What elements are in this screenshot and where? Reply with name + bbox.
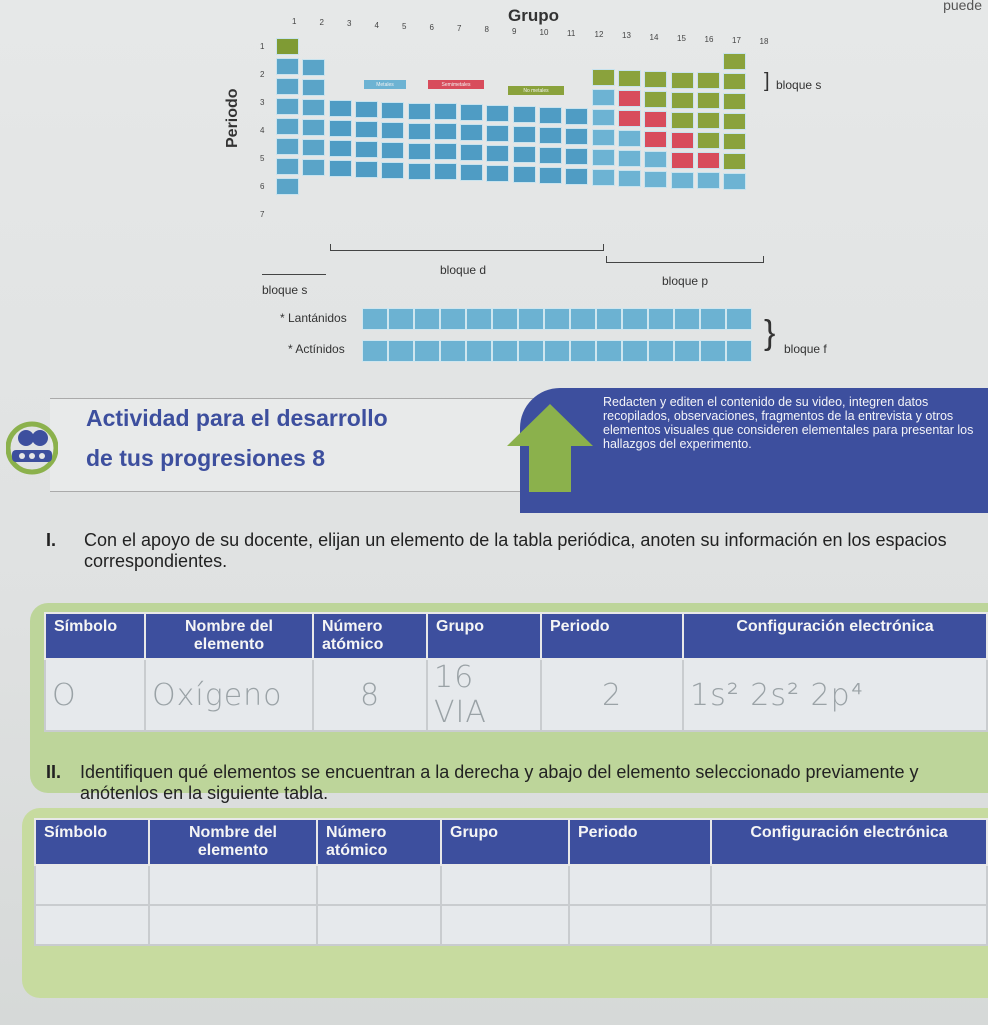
bloque-d-brace	[330, 244, 604, 251]
table2-cell[interactable]	[441, 905, 569, 945]
element-cell	[592, 149, 615, 166]
label-bloque-d: bloque d	[440, 263, 487, 277]
table1-cell-periodo[interactable]: 2	[541, 659, 683, 731]
element-cell	[648, 308, 674, 330]
element-cell	[276, 98, 299, 115]
question1-number: I.	[46, 530, 57, 550]
element-cell	[492, 340, 518, 362]
table1-header-nombre: Nombre del elemento	[145, 613, 313, 659]
element-cell	[381, 162, 404, 179]
element-cell	[486, 125, 509, 142]
element-cell	[460, 164, 483, 181]
element-cell	[618, 150, 641, 167]
table2-cell[interactable]	[35, 905, 149, 945]
element-cell	[355, 161, 378, 178]
element-cell	[592, 109, 615, 126]
label-lanthanides: * Lantánidos	[280, 311, 347, 325]
element-cell	[440, 308, 466, 330]
group-number: 7	[457, 24, 462, 34]
table2-cell[interactable]	[317, 905, 441, 945]
element-cell	[622, 340, 648, 362]
table2-header-grupo: Grupo	[441, 819, 569, 865]
element-cell	[592, 129, 615, 146]
element-cell	[486, 105, 509, 122]
table1	[44, 612, 988, 732]
element-cell	[644, 151, 667, 168]
element-cell	[671, 152, 694, 169]
group-number: 17	[732, 36, 741, 46]
element-cell	[723, 133, 746, 150]
activity-instructions: Redacten y editen el contenido de su video, integren datos recopilados, observaciones, fragmentos de la entrevista y otros elementos visuales que consideren elementales para presentar los hallazgos del experimento.	[603, 395, 974, 451]
element-cell	[414, 340, 440, 362]
period-number: 7	[260, 210, 265, 219]
actinides-row	[362, 340, 752, 362]
element-cell	[592, 69, 615, 86]
arrow-up-icon	[505, 402, 595, 494]
element-cell	[408, 123, 431, 140]
element-cell	[414, 308, 440, 330]
bracket-s: ]	[764, 70, 770, 92]
table2-header-configuracion: Configuración electrónica	[711, 819, 987, 865]
question1-text: Con el apoyo de su docente, elijan un elemento de la tabla periódica, anoten su información en los espacios correspondientes.	[84, 530, 947, 571]
element-cell	[644, 71, 667, 88]
element-cell	[460, 144, 483, 161]
table1-header-numero: Número atómico	[313, 613, 427, 659]
element-cell	[276, 178, 299, 195]
element-cell	[381, 122, 404, 139]
group-number: 3	[347, 19, 352, 29]
element-cell	[700, 308, 726, 330]
group-number: 14	[649, 32, 659, 42]
element-cell	[644, 171, 667, 188]
label-bloque-f: bloque f	[784, 342, 827, 356]
element-cell	[302, 159, 325, 176]
label-bloque-s-left: bloque s	[262, 283, 308, 297]
bracket-f: }	[764, 314, 776, 352]
element-cell	[518, 308, 544, 330]
element-cell	[381, 142, 404, 159]
element-cell	[565, 108, 588, 125]
element-cell	[302, 79, 325, 96]
lanthanides-row	[362, 308, 752, 330]
table2	[34, 818, 988, 946]
element-cell	[544, 340, 570, 362]
period-number: 5	[260, 154, 265, 163]
periodic-table-title: Grupo	[508, 6, 559, 25]
label-bloque-p: bloque p	[662, 274, 709, 288]
label-bloque-s-right: bloque s	[776, 78, 822, 92]
element-cell	[434, 143, 457, 160]
element-cell	[726, 340, 752, 362]
element-cell	[697, 112, 720, 129]
element-cell	[565, 148, 588, 165]
table2-header-row	[35, 819, 987, 865]
element-cell	[723, 73, 746, 90]
period-number: 1	[260, 42, 265, 51]
element-cell	[723, 153, 746, 170]
element-cell	[644, 131, 667, 148]
table2-cell[interactable]	[149, 905, 317, 945]
element-cell	[408, 103, 431, 120]
legend-semimetals: Semimetales	[428, 80, 484, 89]
table1-cell-numero[interactable]: 8	[313, 659, 427, 731]
period-number: 3	[260, 98, 265, 107]
group-number: 8	[484, 25, 489, 35]
group-number: 16	[704, 35, 714, 44]
table1-header-simbolo: Símbolo	[45, 613, 145, 659]
element-cell	[644, 111, 667, 128]
element-cell	[697, 172, 720, 189]
element-cell	[329, 120, 352, 137]
group-number: 9	[512, 26, 517, 36]
element-cell	[671, 112, 694, 129]
element-cell	[671, 72, 694, 89]
element-cell	[570, 308, 596, 330]
table-row	[35, 865, 987, 905]
element-cell	[408, 163, 431, 180]
table2-header-numero: Número atómico	[317, 819, 441, 865]
element-cell	[355, 121, 378, 138]
table-row	[45, 659, 987, 731]
element-cell	[388, 308, 414, 330]
element-cell	[723, 93, 746, 110]
people-icon	[6, 418, 58, 478]
table2-cell[interactable]	[711, 865, 987, 905]
table2-cell[interactable]	[441, 865, 569, 905]
element-cell	[697, 72, 720, 89]
group-number: 13	[622, 31, 631, 41]
element-cell	[697, 152, 720, 169]
element-cell	[671, 132, 694, 149]
element-cell	[362, 340, 388, 362]
element-cell	[674, 308, 700, 330]
table1-cell-nombre[interactable]: Oxígeno	[145, 659, 313, 731]
element-cell	[570, 340, 596, 362]
element-cell	[648, 340, 674, 362]
table1-cell-simbolo[interactable]: O	[45, 659, 145, 731]
element-cell	[596, 308, 622, 330]
element-cell	[723, 53, 746, 70]
element-cell	[539, 107, 562, 124]
element-cell	[466, 308, 492, 330]
element-cell	[544, 308, 570, 330]
element-cell	[700, 340, 726, 362]
table2-cell[interactable]	[149, 865, 317, 905]
element-cell	[388, 340, 414, 362]
group-number: 18	[759, 37, 769, 47]
period-number: 4	[260, 126, 265, 135]
bloque-p-brace	[606, 256, 764, 263]
element-cell	[355, 101, 378, 118]
activity-title-line2: de tus progresiones 8	[86, 445, 326, 471]
table-row	[35, 905, 987, 945]
table1-header-row	[45, 613, 987, 659]
element-cell	[486, 165, 509, 182]
table2-cell[interactable]	[35, 865, 149, 905]
table1-header-configuracion: Configuración electrónica	[683, 613, 987, 659]
element-cell	[276, 38, 299, 55]
element-cell	[513, 166, 536, 183]
legend-metals: Metales	[364, 80, 406, 89]
element-cell	[434, 123, 457, 140]
corner-text: puede	[943, 0, 982, 13]
period-number: 6	[260, 182, 265, 191]
element-cell	[618, 110, 641, 127]
element-cell	[329, 100, 352, 117]
element-cell	[440, 340, 466, 362]
element-cell	[596, 340, 622, 362]
group-number: 5	[402, 21, 407, 31]
element-cell	[460, 104, 483, 121]
table2-header-nombre: Nombre del elemento	[149, 819, 317, 865]
period-axis-label: Periodo	[224, 88, 241, 148]
element-cell	[539, 127, 562, 144]
element-cell	[513, 126, 536, 143]
element-cell	[565, 168, 588, 185]
element-cell	[513, 106, 536, 123]
element-cell	[518, 340, 544, 362]
element-cell	[539, 167, 562, 184]
table1-cell-configuracion[interactable]: 1s² 2s² 2p⁴	[683, 659, 987, 731]
element-cell	[355, 141, 378, 158]
element-cell	[276, 78, 299, 95]
element-cell	[381, 102, 404, 119]
element-cell	[723, 113, 746, 130]
label-actinides: * Actínidos	[288, 342, 345, 356]
table2-cell[interactable]	[317, 865, 441, 905]
table1-cell-grupo[interactable]: 16 VIA	[427, 659, 541, 731]
element-cell	[674, 340, 700, 362]
period-number: 2	[260, 70, 265, 79]
element-cell	[622, 308, 648, 330]
element-cell	[565, 128, 588, 145]
element-cell	[276, 118, 299, 135]
element-cell	[671, 92, 694, 109]
element-cell	[302, 99, 325, 116]
element-cell	[276, 58, 299, 75]
table2-cell[interactable]	[569, 865, 711, 905]
group-number: 11	[567, 29, 576, 38]
element-cell	[434, 163, 457, 180]
element-cell	[618, 70, 641, 87]
group-number: 10	[539, 27, 549, 37]
element-cell	[539, 147, 562, 164]
question2-number: II.	[46, 762, 62, 782]
element-cell	[618, 130, 641, 147]
element-cell	[697, 92, 720, 109]
group-number: 6	[429, 23, 434, 32]
element-cell	[592, 169, 615, 186]
activity-title-line1: Actividad para el desarrollo	[86, 405, 388, 431]
element-cell	[671, 172, 694, 189]
group-number: 12	[594, 30, 604, 40]
element-cell	[618, 170, 641, 187]
element-cell	[592, 89, 615, 106]
element-cell	[276, 158, 299, 175]
element-cell	[513, 146, 536, 163]
table2-cell[interactable]	[569, 905, 711, 945]
element-cell	[276, 138, 299, 155]
element-cell	[697, 132, 720, 149]
element-cell	[302, 59, 325, 76]
element-cell	[723, 173, 746, 190]
element-cell	[329, 160, 352, 177]
table1-header-periodo: Periodo	[541, 613, 683, 659]
element-cell	[492, 308, 518, 330]
legend-nonmetals: No metales	[508, 86, 564, 95]
group-number: 1	[292, 17, 297, 26]
element-cell	[466, 340, 492, 362]
element-cell	[434, 103, 457, 120]
table2-header-simbolo: Símbolo	[35, 819, 149, 865]
group-number: 4	[374, 20, 379, 30]
table1-header-grupo: Grupo	[427, 613, 541, 659]
element-cell	[726, 308, 752, 330]
element-cell	[486, 145, 509, 162]
element-cell	[618, 90, 641, 107]
element-cell	[460, 124, 483, 141]
element-cell	[362, 308, 388, 330]
element-cell	[329, 140, 352, 157]
table2-cell[interactable]	[711, 905, 987, 945]
element-cell	[302, 139, 325, 156]
element-cell	[644, 91, 667, 108]
question2-text: Identifiquen qué elementos se encuentran a la derecha y abajo del elemento seleccionado previamente y anótenlos en la siguiente tabla.	[80, 762, 919, 803]
table2-header-periodo: Periodo	[569, 819, 711, 865]
group-number: 15	[677, 33, 686, 43]
element-cell	[302, 119, 325, 136]
element-cell	[408, 143, 431, 160]
group-number: 2	[319, 18, 324, 28]
periodic-table	[276, 38, 766, 260]
bloque-s-brace	[262, 268, 326, 275]
